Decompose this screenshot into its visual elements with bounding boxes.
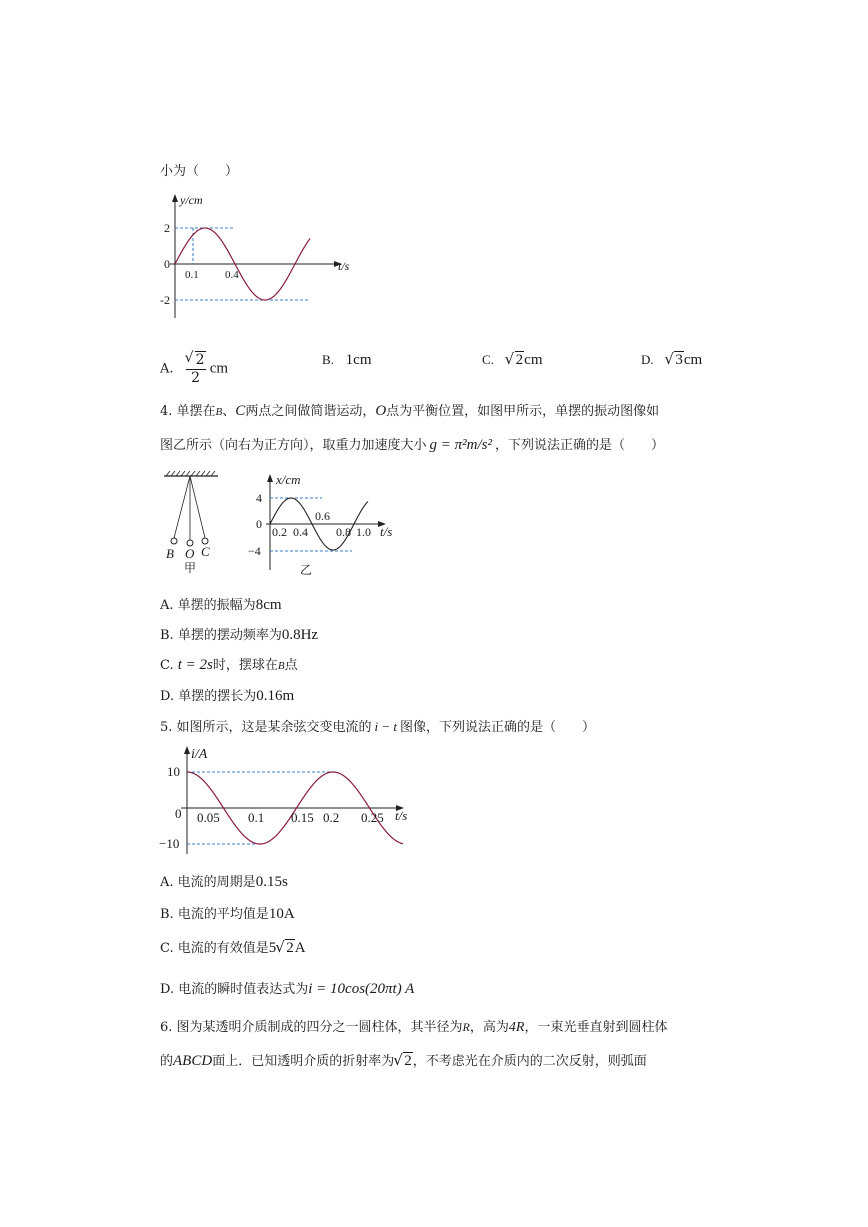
q5-ytick-neg10: −10: [159, 836, 180, 851]
q3-option-d[interactable]: D. √ 3cm: [641, 352, 702, 369]
q6-stem-line1: 6. 图为某透明介质制成的四分之一圆柱体，其半径为R，高为4R，一束光垂直射到圆柱体: [160, 1020, 668, 1035]
q3-y-label: y/cm: [180, 193, 203, 207]
q3-graph: [150, 190, 360, 320]
q5-option-c[interactable]: C. 电流的有效值是5√ 2A: [160, 937, 306, 957]
q5-stem: 5. 如图所示，这是某余弦交变电流的 i − t 图像，下列说法正确的是（ ）: [160, 719, 596, 735]
q5-xtick-005: 0.05: [197, 810, 220, 825]
q3-option-b[interactable]: B. 1cm: [322, 352, 372, 368]
q4-ytick-neg4: −4: [248, 544, 261, 558]
q3-ytick-2: 2: [164, 221, 170, 235]
q4-option-a[interactable]: A. 单摆的振幅为8cm: [160, 597, 282, 613]
q5-option-d[interactable]: D. 电流的瞬时值表达式为i = 10cos(20πt) A: [160, 981, 415, 997]
q5-option-b[interactable]: B. 电流的平均值是10A: [160, 906, 295, 922]
q4-xtick-08: 0.8: [336, 525, 351, 539]
q4-xt-graph: [240, 470, 405, 582]
q3-ytick-neg2: -2: [160, 293, 170, 307]
q5-it-graph: [155, 742, 420, 857]
q5-xtick-025: 0.25: [361, 810, 384, 825]
q4-stem-line2: 图乙所示（向右为正方向），取重力加速度大小 g = π²m/s² ，下列说法正确的是（ ）: [160, 437, 664, 453]
q5-y-arrow: [184, 746, 190, 754]
q5-xtick-01: 0.1: [248, 810, 265, 825]
q5-option-a[interactable]: A. 电流的周期是0.15s: [160, 874, 288, 890]
q3-option-a-fraction: √ $\frac{2}{2}$: [186, 352, 206, 386]
q3-x-label: t/s: [338, 259, 350, 273]
q5-xtick-02: 0.2: [323, 810, 340, 825]
q4-xtick-02: 0.2: [272, 525, 287, 539]
q4-caption-jia: 甲: [184, 561, 197, 575]
q5-x-label: t/s: [395, 808, 408, 823]
q4-ytick-4: 4: [256, 491, 262, 505]
q4-string-b: [174, 476, 190, 538]
q4-bob-b: [171, 538, 177, 544]
q5-y-label: i/A: [191, 747, 208, 762]
q4-label-c: C: [201, 544, 210, 559]
q4-xtick-04: 0.4: [293, 525, 308, 539]
q5-xtick-015: 0.15: [291, 810, 314, 825]
q4-string-c: [190, 476, 205, 538]
q6-stem-line2: 的ABCD面上．已知透明介质的折射率为√ 2，不考虑光在介质内的二次反射，则弧面: [160, 1050, 647, 1070]
q4-xtick-06: 0.6: [315, 509, 330, 523]
q4-y-arrow: [267, 474, 273, 482]
q3-xtick-04: 0.4: [225, 269, 239, 281]
q3-ytick-0: 0: [164, 257, 170, 271]
q5-ytick-10: 10: [167, 764, 180, 779]
q3-y-arrow: [172, 194, 178, 202]
q3-xtick-01: 0.1: [185, 269, 199, 281]
q4-xtick-10: 1.0: [356, 525, 371, 539]
q3-stem-tail: 小为（ ）: [160, 164, 239, 179]
q4-ytick-0: 0: [256, 517, 262, 531]
q5-ytick-0: 0: [175, 806, 182, 821]
q4-pendulum-figure: [158, 470, 228, 580]
q3-option-c[interactable]: C. √ 2cm: [482, 352, 543, 369]
q4-stem-line1: 4. 单摆在B、C两点之间做简谐运动，O点为平衡位置，如图甲所示，单摆的振动图像如: [160, 403, 660, 419]
q4-caption-yi: 乙: [300, 563, 313, 577]
q4-x-label: t/s: [380, 524, 393, 539]
q3-option-a[interactable]: A. √ $\frac{2}{2}$ cm: [160, 352, 228, 386]
q4-ceiling-hatch: [166, 471, 215, 476]
q4-label-o: O: [185, 546, 195, 561]
q4-option-c[interactable]: C. t = 2s时，摆球在B点: [160, 657, 298, 673]
q4-option-b[interactable]: B. 单摆的摆动频率为0.8Hz: [160, 627, 319, 643]
q4-label-b: B: [166, 546, 174, 561]
q4-option-d[interactable]: D. 单摆的摆长为0.16m: [160, 688, 295, 704]
q4-y-label: x/cm: [276, 472, 301, 487]
